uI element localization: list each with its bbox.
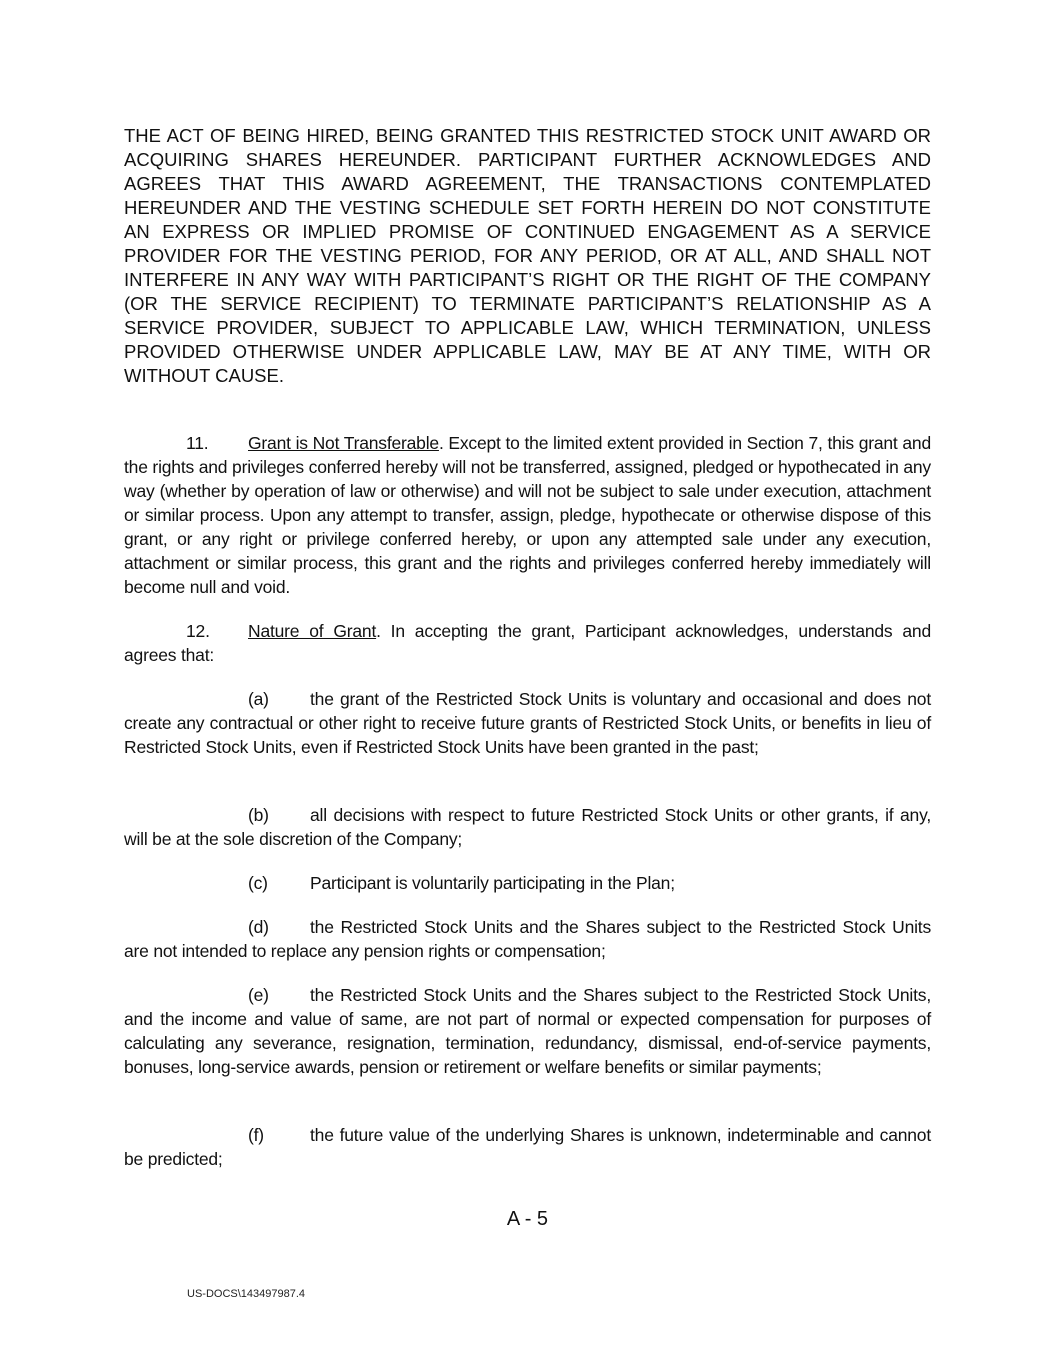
item-c-text: Participant is voluntarily participating in the Plan; <box>310 873 675 893</box>
item-d <box>124 915 931 963</box>
section-12-number: 12. <box>186 621 210 641</box>
item-d-label: (d) <box>248 917 269 937</box>
item-f-text: the future value of the underlying Shares is unknown, indeterminable and cannot be predicted; <box>124 1125 931 1169</box>
item-b-label: (b) <box>248 805 269 825</box>
item-f-label: (f) <box>248 1125 264 1145</box>
item-e-text: the Restricted Stock Units and the Shares subject to the Restricted Stock Units, and the income and value of same, are not part of normal or expected compensation for purposes of calculating any severance, resignation, termination, redundancy, dismissal, end-of-service payments, bonuses, long-service awards, pension or retirement or welfare benefits or similar payments; <box>124 985 931 1077</box>
section-12-text: . In accepting the grant, Participant acknowledges, understands and agrees that: <box>124 621 931 665</box>
item-e-label: (e) <box>248 985 269 1005</box>
section-12-heading: Nature of Grant <box>248 621 377 641</box>
item-c-label: (c) <box>248 873 268 893</box>
item-a-text: the grant of the Restricted Stock Units is voluntary and occasional and does not create any contractual or other right to receive future grants of Restricted Stock Units, or benefits in lieu of Restricted Stock Units, even if Restricted Stock Units have been granted in the past; <box>124 689 931 757</box>
section-12 <box>124 619 931 667</box>
section-11-text: . Except to the limited extent provided in Section 7, this grant and the rights and privileges conferred hereby will not be transferred, assigned, pledged or hypothecated in any way (whether by operation of law or otherwise) and will not be subject to sale under execution, attachment or similar process. Upon any attempt to transfer, assign, pledge, hypothecate or otherwise dispose of this grant, or any right or privilege conferred hereby, or upon any attempted sale under any execution, attachment or similar process, this grant and the rights and privileges conferred hereby immediately will become null and void. <box>124 433 931 597</box>
page-number: A - 5 <box>506 1208 549 1230</box>
capitalized-paragraph: THE ACT OF BEING HIRED, BEING GRANTED THIS RESTRICTED STOCK UNIT AWARD OR ACQUIRING SHARES HEREUNDER. PARTICIPANT FURTHER ACKNOWLEDGES AND AGREES THAT THIS AWARD AGREEMENT, THE TRANSACTIONS CONTEMPLATED HEREUNDER AND THE VESTING SCHEDULE SET FORTH HEREIN DO NOT CONSTITUTE AN EXPRESS OR IMPLIED PROMISE OF CONTINUED ENGAGEMENT AS A SERVICE PROVIDER FOR THE VESTING PERIOD, FOR ANY PERIOD, OR AT ALL, AND SHALL NOT INTERFERE IN ANY WAY WITH PARTICIPANT’S RIGHT OR THE RIGHT OF THE COMPANY (OR THE SERVICE RECIPIENT) TO TERMINATE PARTICIPANT’S RELATIONSHIP AS A SERVICE PROVIDER, SUBJECT TO APPLICABLE LAW, WHICH TERMINATION, UNLESS PROVIDED OTHERWISE UNDER APPLICABLE LAW, MAY BE AT ANY TIME, WITH OR WITHOUT CAUSE. <box>124 125 931 386</box>
item-e <box>124 983 931 1079</box>
section-11 <box>124 431 931 599</box>
item-c <box>124 871 931 895</box>
section-11-number: 11. <box>186 433 209 453</box>
item-b-text: all decisions with respect to future Restricted Stock Units or other grants, if any, will be at the sole discretion of the Company; <box>124 805 931 849</box>
document-id: US-DOCS\143497987.4 <box>187 1288 306 1300</box>
item-a <box>124 687 931 759</box>
item-b <box>124 803 931 851</box>
item-d-text: the Restricted Stock Units and the Shares subject to the Restricted Stock Units are not intended to replace any pension rights or compensation; <box>124 917 931 961</box>
item-a-label: (a) <box>248 689 269 709</box>
section-11-heading: Grant is Not Transferable <box>248 433 439 453</box>
item-f <box>124 1123 931 1171</box>
